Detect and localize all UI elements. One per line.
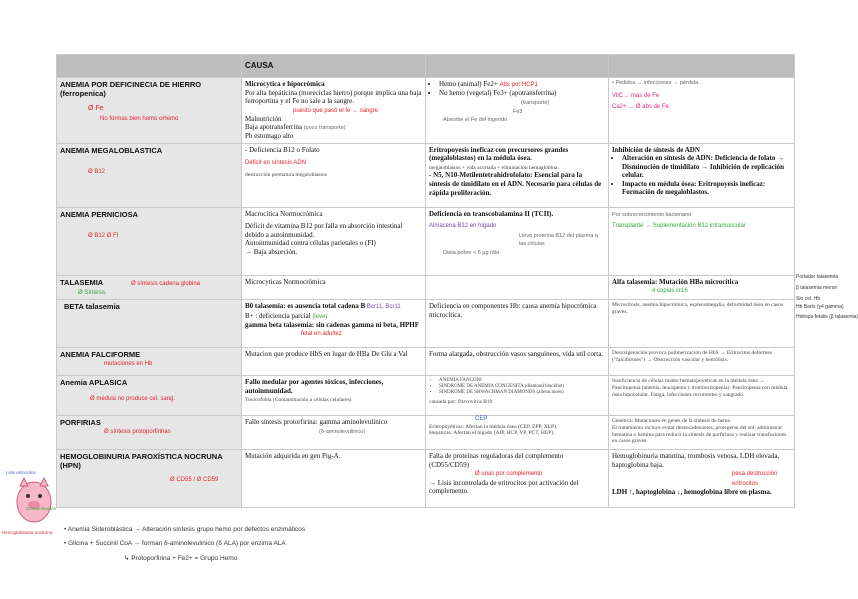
handwritten-note: VitC→ más de Fe: [612, 92, 660, 99]
table-row: [57, 348, 795, 376]
cell-line: → Baja absorción.: [245, 247, 298, 256]
handwritten-note: 4 copias cr16: [652, 288, 688, 295]
cell-line: Desoxigenación provoca polimerización de HbS → Eritrocitos deformes ("falciformes") → Obstrucción vascular y hemólisis.: [612, 350, 772, 363]
note-line: • Glicina + Succinil CoA → forman δ-aminolevulinico (δ ALA) por enzima ALA: [64, 540, 286, 547]
cell-line: Baja apotransferrina: [245, 123, 302, 132]
handwritten-note: pesa destrucción eritrocitos: [732, 471, 778, 487]
disease-name: ANEMIA MEGALOBLASTICA: [60, 145, 163, 155]
side-note: β talasemia menor: [796, 285, 838, 291]
cause-tag: Ø síntesis protoporfirinas: [104, 429, 171, 436]
note-text: Protoporfirina + Fe2+ = Grupo Hemo: [131, 555, 238, 562]
handwritten-note: fetal en adultez: [301, 331, 342, 338]
cell-line: Microcytica e hipocrómica: [245, 80, 325, 88]
cell-line: Insuficiencia de células madre hematopoyéticas en la médula ósea → Pancitopenia (anemia, leucopenia y trombocitopenia). Pancitopenia con médula ósea hipocelular. Fatiga, infecciones recurrentes y sangrado.: [612, 378, 788, 398]
cell-line: Déficit de vitamina B12 por falla en absorción intestinal debido a autoinmunidad.: [245, 222, 403, 239]
handwritten-note: puesto que pasó el fe → sangre: [293, 107, 379, 114]
cell-line: Falta de proteínas reguladoras del complemento (CD55/CD59): [429, 452, 564, 469]
table-cell: [426, 416, 609, 450]
cell-line: Eritropoyesis ineficaz con precursores grandes (megaloblastos) en la médula ósea.: [429, 145, 569, 163]
cell-list: [612, 154, 791, 197]
cell-line: Hemoglobinuria matutina, trombosis venosa, LDH elevada, haptoglobina baja.: [612, 452, 780, 469]
disease-name: BETA talasemia: [64, 302, 120, 312]
disease-cell: [57, 416, 242, 450]
disease-cell: [57, 348, 242, 376]
side-note: Hb Barts (γ4 gamma): [796, 304, 844, 310]
list-item: • SINDROME DE ANEMIA CONGENITA (diamond blackfan): [439, 384, 605, 390]
table-cell: [609, 300, 795, 348]
cell-line: Microcitosis, anemia hipocrómica, esplenomegalia, deformidad ósea en casos graves.: [612, 302, 784, 315]
cell-line: El tratamiento incluye evitar desencadenantes, protegerse del sol, administrar hematina o hemina para reducir la síntesis de porfirinas y realizar transfusiones en casos graves.: [612, 425, 787, 445]
cell-line: Mutación adquirida en gen Pig-A.: [245, 452, 341, 461]
note-line: • Anemia Sideroblástica → Alteración síntesis grupo hemo por defectos enzimáticos: [64, 526, 306, 533]
pig-sticker: [8, 468, 60, 530]
cell-line: LDH ↑, haptoglobina ↓, hemoglobina libre en plasma.: [612, 487, 772, 496]
sticker-label: Lisis eritrocitos: [6, 470, 36, 475]
handwritten-note: Abs por HCP1: [499, 82, 538, 88]
table-cell: [426, 348, 609, 376]
list-item: • ANEMIA FANCONI: [439, 378, 605, 384]
table-cell: [609, 348, 795, 376]
cause-tag: Ø médula no produce cel. sang.: [90, 395, 176, 402]
note-line: ↳ Protoporfirina + Fe2+ = Grupo Hemo: [124, 555, 238, 562]
anemia-table: [56, 54, 795, 508]
table-cell: [426, 143, 609, 207]
handwritten-note: Absorbe el Fe del ingerido: [443, 117, 508, 124]
table-row: [57, 78, 795, 144]
handwritten-note: No formas bien hemo oHemo: [100, 115, 179, 122]
list-item: [439, 89, 605, 98]
table-cell: [242, 143, 426, 207]
table-header-row: [57, 55, 795, 78]
cause-tag: Ø Fe: [88, 105, 104, 113]
handwritten-note: (leve): [312, 313, 328, 320]
list-item: • Alteración en síntesis de ADN: Deficiencia de folato → Disminución de timidilato → Inhibición de replicación celular.: [622, 154, 791, 180]
sticker-label: Contaminación: [26, 506, 57, 511]
side-note: Hidrops fetalis (β talasemia): [796, 314, 858, 320]
cause-tag: Ø CD55 / Ø CD59: [170, 476, 219, 483]
table-row: [57, 143, 795, 207]
disease-cell: [57, 207, 242, 275]
handwritten-note: causada por: Parvovirus B19: [429, 398, 493, 405]
header-cell: [426, 55, 609, 78]
cell-line: Alfa talasemia: Mutación HBa microcítica: [612, 277, 739, 286]
disease-name: TALASEMIA: [60, 277, 104, 287]
handwritten-note: Ca2+ → Ø abs de Fe: [612, 104, 669, 111]
table-cell: [609, 275, 795, 300]
handwritten-note: (poco transporte): [303, 125, 346, 132]
cell-line: Deficiencia en componentes Hb: causa anemia hipocrómica microcítica.: [429, 302, 597, 319]
handwritten-note: destrucción prematura megaloblastos: [245, 171, 327, 178]
table-row: [57, 416, 795, 450]
disease-cell: [57, 78, 242, 144]
cell-line: Macrocítica Normocrómica: [245, 209, 323, 218]
handwritten-note: Bcr11, Bcr11: [366, 304, 401, 311]
handwritten-note: Lleva proteína B12 del plasma a las células: [519, 232, 598, 248]
cell-line: Genética: Mutaciones en genes de la síntesis de hemo.: [612, 418, 732, 425]
disease-cell: [57, 143, 242, 207]
table-cell: [609, 376, 795, 416]
handwritten-note: Almacena B12 en hígado: [429, 223, 497, 230]
table-cell: [242, 376, 426, 416]
disease-cell: [57, 275, 242, 300]
table-cell: [609, 207, 795, 275]
table-cell: [242, 207, 426, 275]
table-cell: [426, 275, 609, 300]
table-cell: [609, 143, 795, 207]
table-cell: [609, 416, 795, 450]
cell-list: [429, 80, 605, 98]
bottom-notes: [64, 526, 305, 568]
cell-line: Eritropoyéticas: Afectan la médula ósea (CEP, EPP, XLP).: [429, 423, 558, 430]
table-cell: [426, 376, 609, 416]
disease-name: ANEMIA PERNICIOSA: [60, 209, 139, 219]
note-text: Glicina + Succinil CoA → forman δ-aminolevulinico (δ ALA) por enzima ALA: [68, 540, 286, 547]
cell-line: Malnutrición: [245, 114, 282, 123]
handwritten-note: Por sobrecrecimiento bacteriano: [612, 211, 692, 218]
cell-line: Ph estomago alto: [245, 132, 294, 141]
pig-drawing-icon: [8, 468, 60, 530]
table-cell: [242, 300, 426, 348]
cause-tag: Ø síntesis cadena globina: [130, 280, 200, 287]
side-note: Portador talasemia: [796, 274, 838, 280]
cell-line: Inhibición de síntesis de ADN: [612, 145, 700, 154]
cell-line: - Deficiencia B12 o Folato: [245, 145, 320, 154]
handwritten-note: • Pedidos → infecciones → pérdida.: [612, 80, 700, 86]
notes-table-wrapper: [56, 54, 794, 508]
cell-line: Deficiencia en transcobalamina II (TCII).: [429, 209, 554, 218]
cell-line: → Lisis incontrolada de eritrocitos por activación del complemento.: [429, 478, 579, 496]
cell-line: Fallo medular por agentes tóxicos, infecciones, autoinmunidad.: [245, 378, 384, 395]
cell-list: [429, 378, 605, 396]
table-cell: [609, 78, 795, 144]
handwritten-note: megaloblastos + vida acortada + eliminación hemaglobina.: [429, 164, 559, 171]
header-cell: [609, 55, 795, 78]
disease-name: ANEMIA FALCIFORME: [60, 350, 141, 360]
table-cell: [242, 78, 426, 144]
handwritten-note: (δ-aminolevulinico): [319, 428, 366, 435]
side-note: Sin cel. Hb: [796, 296, 821, 302]
cell-line: Por alta hepáticina (moreciclas hierro) porque implica una baja ferroportina y el Fe no sale a la sangre.: [245, 88, 422, 106]
disease-name: PORFIRIAS: [60, 418, 101, 428]
table-cell: [426, 450, 609, 508]
disease-cell: [57, 300, 242, 348]
handwritten-note: Transplante → Suplementación B12 intramuscular: [612, 223, 746, 230]
handwritten-note: Fe3: [513, 108, 523, 115]
table-row: [57, 376, 795, 416]
table-cell: [242, 275, 426, 300]
list-item-text: No hemo (vegetal) Fe3+ (apotransferrina): [439, 89, 557, 98]
handwritten-note: Toxicofobia (Contaminación a células celulares): [245, 397, 352, 404]
header-cell-causa: CAUSA: [242, 55, 426, 78]
handwritten-note: Ø Síntesis: [78, 289, 106, 296]
table-row: [57, 300, 795, 348]
cell-line: - N5, N10-Metilentetrahidrofolato: Esencial para la síntesis de timidilato en el ADN. Necesario para células de rápida proliferación.: [429, 171, 602, 197]
table-cell: [426, 207, 609, 275]
cell-line: Fallo síntesis protorfirina: gamma aminolevulinico: [245, 418, 388, 427]
list-item: • Impacto en médula ósea: Eritropoyesis ineficaz: Formación de megaloblastos.: [622, 180, 791, 197]
list-item: • SINDROME DE SHWACHMAN DIAMONDS (alteraciones): [439, 390, 605, 396]
table-row: [57, 450, 795, 508]
table-cell: [426, 300, 609, 348]
handwritten-note: Ø unas por complemento: [475, 471, 543, 478]
handwritten-note: Dieta pobre < 5 µg /día: [443, 249, 500, 256]
cell-line: B0 talasemia: es ausencia total cadena B: [245, 302, 366, 311]
table-row: [57, 207, 795, 275]
handwritten-note: CEP: [475, 416, 488, 423]
disease-name: ANEMIA POR DEFICINECIA DE HIERRO (ferropenica): [60, 80, 202, 99]
table-cell: [609, 450, 795, 508]
list-item-text: Hemo (animal) Fe2+: [439, 80, 498, 88]
disease-cell: [57, 450, 242, 508]
table-cell: [242, 416, 426, 450]
cell-line: Autoinmunidad contra células parietales o (FI): [245, 239, 376, 248]
sticker-label: Hemoglobinuria nocturna: [2, 530, 53, 535]
cell-line: Forma alargada, obstrucción vasos sanguíneos, vida util corta.: [429, 350, 604, 359]
disease-name: Anemia APLASICA: [60, 378, 128, 388]
disease-name: HEMOGLOBINURIA PAROXÍSTICA NOCRUNA (HPN): [60, 452, 223, 471]
table-cell: [426, 78, 609, 144]
list-item: [439, 80, 605, 89]
disease-cell: [57, 376, 242, 416]
cell-line: B+ : deficiencia parcial: [245, 311, 311, 320]
cause-tag: Ø B12: [88, 168, 106, 175]
cell-line: Hepáticas: Afectan el hígado (AIP, HCP, VP, PCT, HEP).: [429, 430, 555, 437]
note-text: Anemia Sideroblástica → Alteración síntesis grupo hemo por defectos enzimáticos: [67, 526, 306, 533]
header-cell: [57, 55, 242, 78]
table-cell: [242, 348, 426, 376]
cause-tag: Ø B12 Ø FI: [88, 232, 119, 239]
table-row: [57, 275, 795, 300]
table-cell: [242, 450, 426, 508]
cell-line: Microcyticas Normocrómica: [245, 277, 326, 286]
handwritten-note: (transporte): [521, 99, 550, 106]
cell-line: Mutacion que produce HbS en lugar de HBa De Glu a Val: [245, 350, 408, 359]
cell-line: gamma beta talasemia: sin cadenas gamma ni beta, HPHF: [245, 320, 420, 329]
handwritten-note: Déficit en síntesis ADN: [245, 160, 307, 167]
cause-tag: mutaciones en Hb: [104, 361, 153, 368]
